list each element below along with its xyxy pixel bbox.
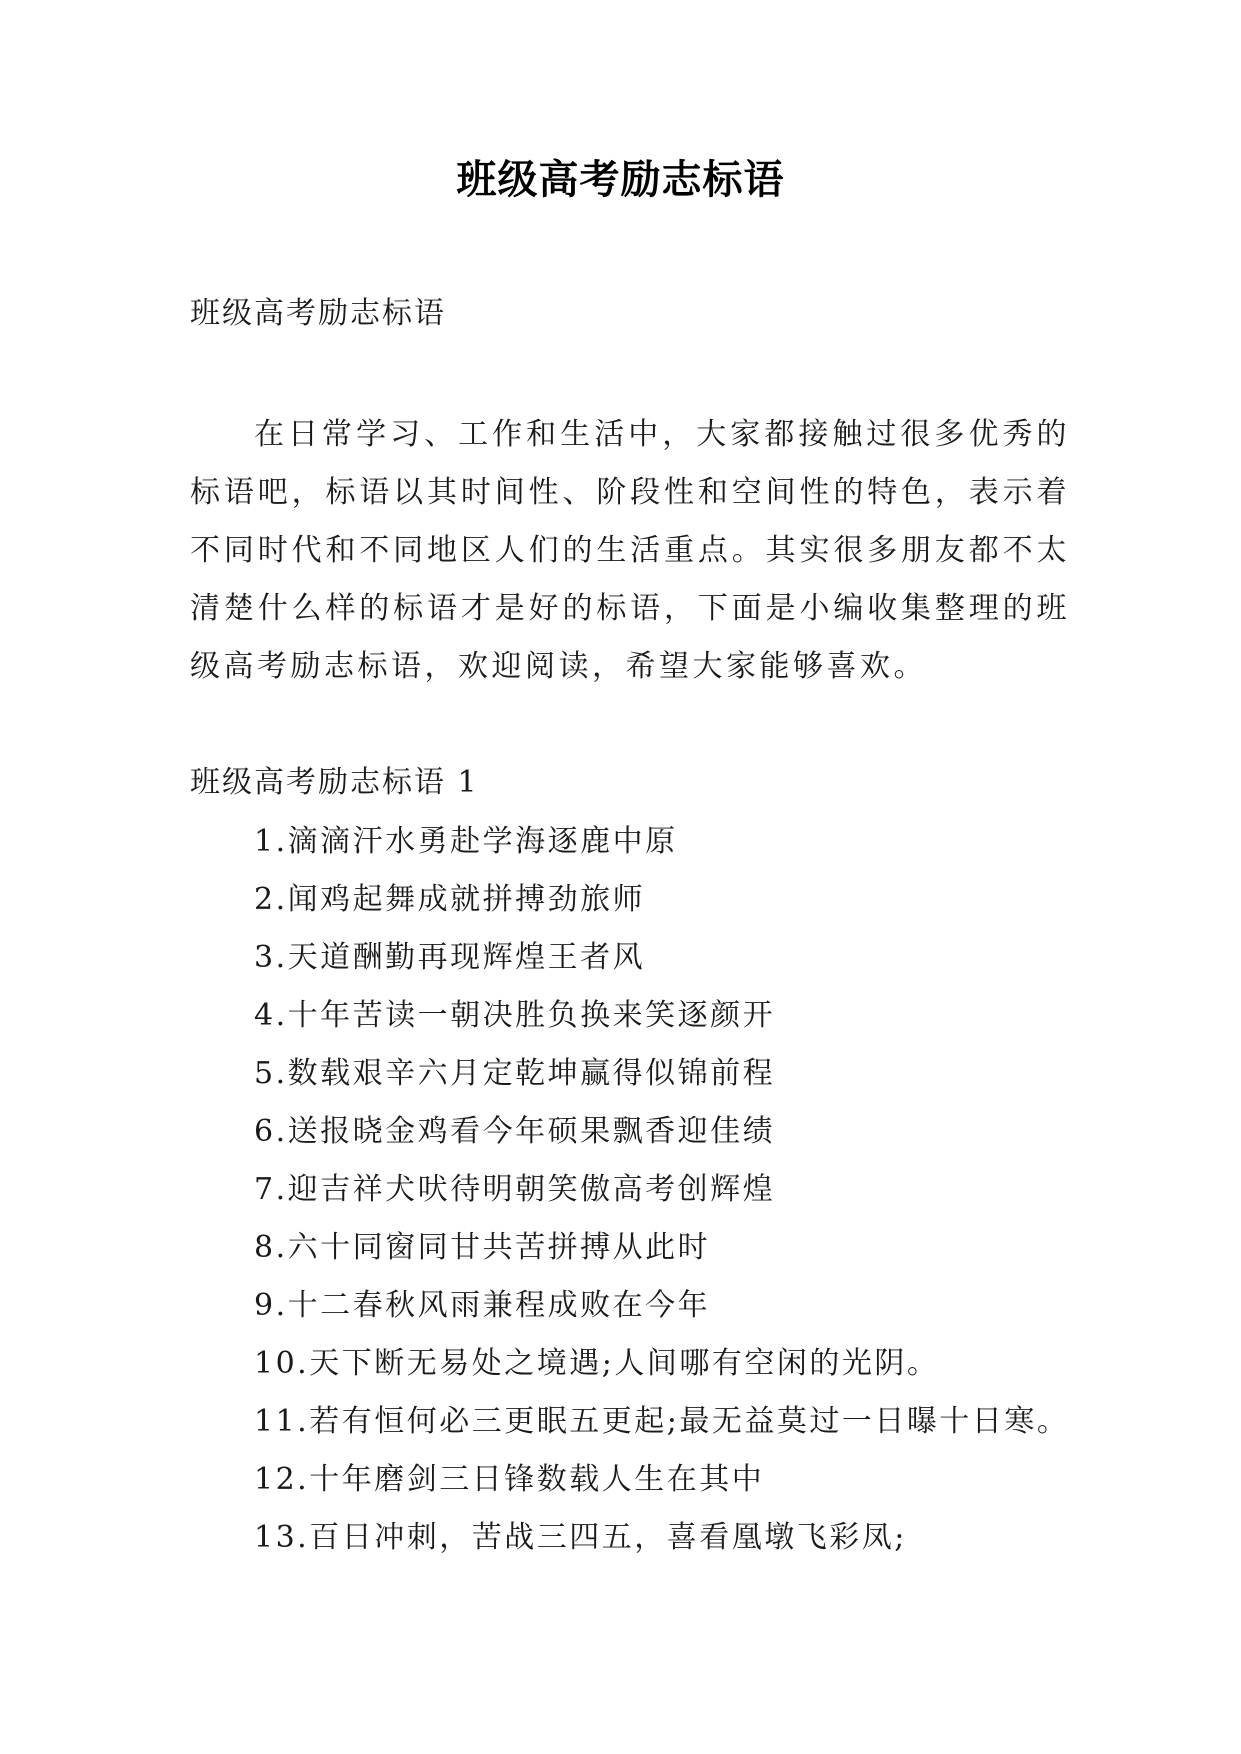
slogan-item: 3.天道酬勤再现辉煌王者风 bbox=[254, 940, 646, 975]
slogan-item: 5.数载艰辛六月定乾坤赢得似锦前程 bbox=[254, 1056, 776, 1091]
slogan-item: 9.十二春秋风雨兼程成败在今年 bbox=[254, 1288, 711, 1323]
slogan-item: 8.六十同窗同甘共苦拼搏从此时 bbox=[254, 1230, 711, 1265]
slogan-item: 12.十年磨剑三日锋数载人生在其中 bbox=[254, 1462, 765, 1497]
slogan-item: 1.滴滴汗水勇赴学海逐鹿中原 bbox=[254, 824, 678, 859]
section-heading: 班级高考励志标语 1 bbox=[190, 765, 479, 800]
slogan-item: 7.迎吉祥犬吠待明朝笑傲高考创辉煌 bbox=[254, 1172, 776, 1207]
slogan-item: 6.送报晓金鸡看今年硕果飘香迎佳绩 bbox=[254, 1114, 776, 1149]
document-subtitle: 班级高考励志标语 bbox=[190, 296, 446, 331]
intro-paragraph: 在日常学习、工作和生活中，大家都接触过很多优秀的标语吧，标语以其时间性、阶段性和空间性的特色，表示着不同时代和不同地区人们的生活重点。其实很多朋友都不太清楚什么样的标语才是好的标语，下面是小编收集整理的班级高考励志标语，欢迎阅读，希望大家能够喜欢。 bbox=[190, 417, 1070, 684]
slogan-item: 2.闻鸡起舞成就拼搏劲旅师 bbox=[254, 882, 646, 917]
slogan-item: 10.天下断无易处之境遇;人间哪有空闲的光阴。 bbox=[254, 1346, 940, 1381]
slogan-item: 11.若有恒何必三更眠五更起;最无益莫过一日曝十日寒。 bbox=[254, 1404, 1070, 1439]
document-title: 班级高考励志标语 bbox=[456, 156, 785, 203]
slogan-item: 13.百日冲刺，苦战三四五，喜看凰墩飞彩凤; bbox=[254, 1520, 907, 1555]
slogan-item: 4.十年苦读一朝决胜负换来笑逐颜开 bbox=[254, 998, 776, 1033]
slogan-list bbox=[254, 813, 1069, 1567]
